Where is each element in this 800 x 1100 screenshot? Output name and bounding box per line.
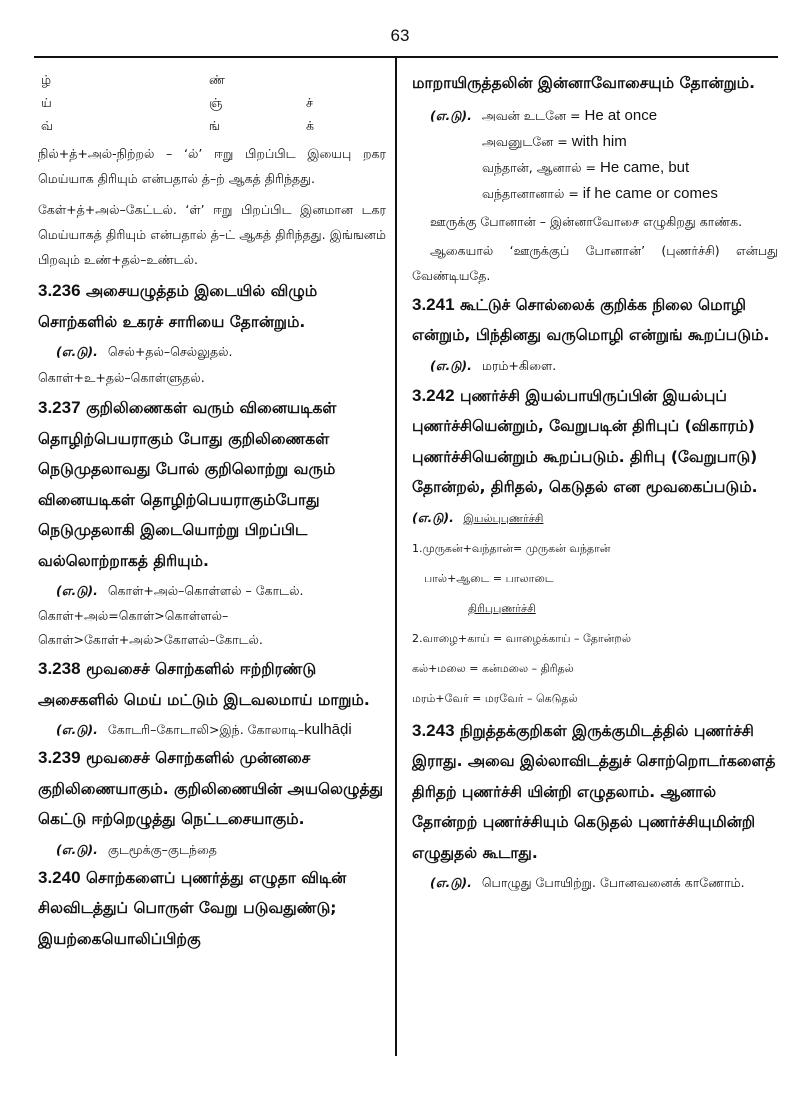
letter-cell: வ் (41, 118, 53, 133)
example-text: கொள்+அல்=கொள்>கொள்ளல்–கொள்>கோள்+அல்>கோளல்–கோடல். (38, 608, 263, 647)
example (38, 717, 386, 743)
rule-heading (38, 654, 386, 715)
example-english: He at once (584, 106, 658, 124)
letter-cell: ழ் (41, 72, 52, 87)
rule-text: மூவசைச் சொற்களில் முன்னசை குறிலிணையாகும். குறிலிணையின் அயலெழுத்து கெட்டு ஈற்றெழுத்து நெட்டசையாகும். (38, 749, 384, 828)
rule-number: 3.243 (412, 720, 455, 740)
example-label: (எ.டு). (56, 722, 98, 737)
letter-cell: க் (306, 118, 314, 133)
modified-combination-label: திரிபுபுணர்ச்சி (468, 601, 536, 615)
example: (எ.டு). அவன் உடனே = He at once (430, 106, 658, 124)
rule-number: 3.236 (38, 281, 81, 300)
letter-cell (306, 68, 366, 91)
rule-number: 3.237 (38, 398, 81, 417)
rule-heading (38, 393, 386, 576)
rule-number: 3.239 (38, 748, 81, 767)
rule-number: 3.242 (412, 385, 455, 405)
example (412, 503, 778, 534)
rule-text: நிறுத்தக்குறிகள் இருக்குமிடத்தில் புணர்ச்சி இராது. அவை இல்லாவிடத்துச் சொற்றொடர்களைத் திரிதற் புணர்ச்சி யின்றி எழுதலாம். ஆனால் தோன்றற் புணர்ச்சியும் கெடுதல் புணர்ச்சியுமின்றி எழுதுதல் கூடாது. (412, 721, 776, 862)
example-text: பொழுது போயிற்று. போனவனைக் காணோம். (481, 875, 745, 890)
example-label: (எ.டு). (56, 841, 98, 857)
rule-text: சொற்களைப் புணர்த்து எழுதா விடின் சிலவிடத்துப் பொருள் வேறு படுவதுண்டு; இயற்கையொலிப்பிற்கு (38, 868, 347, 948)
example (38, 837, 386, 863)
letter-grid-row (38, 91, 386, 114)
letter-cell: ங் (209, 118, 220, 133)
rule-heading (38, 863, 386, 955)
rule-text: புணர்ச்சி இயல்பாயிருப்பின் இயல்புப் புணர்ச்சியென்றும், வேறுபடின் திரிபுப் (விகாரம்) புணர்ச்சியென்றும் கூறப்படும். திரிபு (வேறுபாடு) தோன்றல், திரிதல், கெடுதல் என மூவகைப்படும். (412, 386, 758, 496)
example-tamil: அவன் உடனே (481, 107, 567, 123)
natural-combination-label: இயல்புபுணர்ச்சி (463, 511, 544, 525)
example-text: கோடரி–கோடாலி>இந். கோலாடி– (107, 722, 305, 737)
example-label: (எ.டு). (412, 509, 454, 525)
example-text: 1.முருகன்+வந்தான்= முருகன் வந்தான் (412, 541, 611, 555)
rule-heading (412, 290, 778, 351)
example-text: குடமூக்கு–குடந்தை (107, 841, 217, 857)
rule-text: அசையழுத்தம் இடையில் விழும் சொற்களில் உகரச் சாரியை தோன்றும். (38, 282, 318, 331)
rule-text-continued: மாறாயிருத்தலின் இன்னாவோசையும் தோன்றும். (412, 74, 756, 92)
example-english: if he came or comes (582, 184, 718, 202)
rule-heading (412, 381, 778, 503)
example-tamil: வந்தான், ஆனால் (482, 159, 582, 175)
paragraph: ஊருக்கு போனான் – இன்னாவோசை எழுகிறது காண்க. (430, 213, 743, 229)
example (38, 339, 386, 365)
example-tamil: வந்தானானால் (482, 185, 565, 201)
example-text: செல்+தல்–செல்லுதல். (107, 344, 233, 359)
paragraph: நில்+த்+அல்-நிற்றல் – ‘ல்’ ஈறு பிறப்பிட இயைபு றகர மெய்யாக திரியும் என்பதால் த்–ற் ஆகத் திரிந்தது. (38, 146, 386, 186)
rule-heading (38, 276, 386, 337)
example-text: மரம்+வேர் = மரவேர் – கெடுதல் (412, 691, 578, 705)
example-label: (எ.டு). (430, 875, 472, 890)
letter-cell: ச் (306, 95, 313, 110)
rule-number: 3.241 (412, 294, 455, 314)
example-table (412, 103, 778, 207)
example-tamil: அவனுடனே (482, 133, 554, 149)
rule-heading (412, 716, 778, 869)
rule-text: மூவசைச் சொற்களில் ஈற்றிரண்டு அசைகளில் மெய் மட்டும் இடவலமாய் மாறும். (38, 660, 370, 709)
right-column (412, 68, 778, 895)
paragraph: கேள்+த்+அல்–கேட்டல். ‘ள்’ ஈறு பிறப்பிட இனமான டகர மெய்யாகத் திரியும் என்பதால் த்–ட் ஆகத் திரிந்தது. இங்ஙனம் பிறவும் உண்+தல்–உண்டல். (38, 202, 386, 267)
example-text: 2.வாழை+காய் = வாழைக்காய் – தோன்றல் (412, 631, 631, 645)
example-text: மரம்+கிளை. (481, 357, 557, 373)
example-text: கல்+மலை = கன்மலை – திரிதல் (412, 661, 574, 675)
example-label: (எ.டு). (56, 583, 98, 598)
rule-text: கூட்டுச் சொல்லைக் குறிக்க நிலை மொழி என்றும், பிந்தினது வருமொழி என்றுங் கூறப்படும். (412, 295, 770, 344)
example-text: பால்+ஆடை = பாலாடை (424, 571, 554, 585)
example: வந்தானானால் = if he came or comes (482, 184, 718, 202)
letter-grid-row (38, 68, 386, 91)
example-label: (எ.டு). (56, 344, 98, 359)
example (412, 870, 778, 895)
rule-number: 3.240 (38, 867, 81, 887)
page-number: 63 (390, 26, 410, 45)
example-english: with him (571, 132, 627, 150)
rule-number: 3.238 (38, 659, 81, 678)
example-text: கொள்+அல்–கொள்ளல் – கோடல். (107, 583, 304, 598)
letter-grid (38, 68, 386, 137)
letter-cell: ய் (41, 95, 52, 110)
example: அவனுடனே = with him (482, 132, 627, 150)
example (412, 353, 778, 379)
example-text: கொள்+உ+தல்–கொள்ளுதல். (38, 370, 205, 385)
letter-cell: ஞ் (209, 95, 223, 110)
rule-text: குறிலிணைகள் வரும் வினையடிகள் தொழிற்பெயராகும் போது குறிலிணைகள் நெடுமுதலாவது போல் குறிலொற்று வரும் வினையடிகள் தொழிற்பெயராகும்போது நெடுமுதலாகி இடையொற்று பிறப்பிட வல்லொற்றாகத் திரியும். (38, 399, 337, 570)
letter-grid-row (38, 114, 386, 137)
left-column (38, 68, 386, 954)
example (38, 578, 386, 604)
example-label: (எ.டு). (430, 357, 472, 373)
transliteration: kulhāḍi (304, 721, 352, 738)
paragraph: ஆகையால் ‘ஊருக்குப் போனான்’ (புணர்ச்சி) என்பது வேண்டியதே. (412, 242, 778, 283)
column-divider (395, 58, 397, 1056)
letter-cell: ண் (209, 72, 225, 87)
example: வந்தான், ஆனால் = He came, but (482, 158, 690, 176)
example-english: He came, but (599, 158, 690, 176)
rule-heading (38, 743, 386, 835)
example-label: (எ.டு). (430, 107, 472, 123)
header-rule (34, 56, 778, 58)
